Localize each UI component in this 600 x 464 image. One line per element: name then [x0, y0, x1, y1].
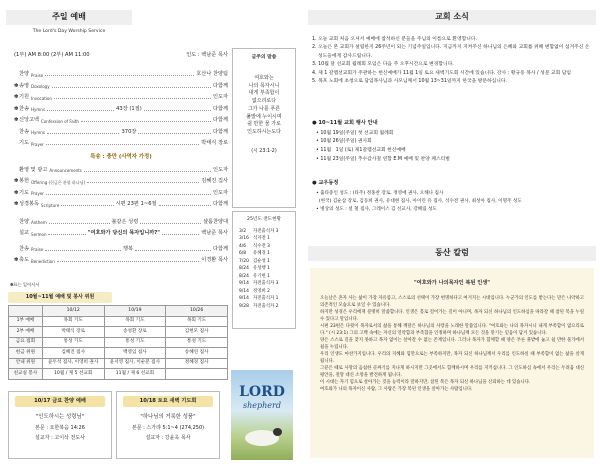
dot-leader — [61, 205, 113, 206]
order-item-person: 호산나 찬양팀 — [196, 71, 228, 77]
evangelism-name: 석자전 1 — [253, 236, 270, 242]
worship-order-row — [14, 106, 228, 113]
worship-order-row — [14, 230, 228, 237]
weekly-verse-box — [232, 48, 296, 208]
order-item-ko: 찬송 — [19, 105, 30, 112]
notice-list — [312, 190, 594, 215]
evangelism-date: 9/28 — [239, 303, 249, 309]
stand-mark: ✽ — [14, 189, 19, 196]
column-title: 동산 칼럼 — [435, 248, 469, 257]
order-item-person: 인도자 — [212, 94, 228, 100]
column-paragraph: 우리 인생도 마찬가지입니다. 우리의 지혜와 힘만으로는 부족하지만, 목자 되신 하나님께서 우리를 인도하실 때 부족함이 없는 삶을 살게 됩니다. — [320, 351, 584, 364]
worship-order-row — [14, 257, 228, 264]
duty-row — [9, 337, 228, 348]
order-item-en: Scripture — [41, 202, 60, 208]
dot-leader — [144, 110, 211, 111]
evangelism-name: 석수전 3 — [253, 243, 270, 249]
worship-time-row — [14, 52, 228, 59]
dawn-prayer-text: 본문 : 스가랴 5:1~4 (274,250) — [131, 424, 205, 431]
book-cover-image — [231, 370, 293, 460]
schedule-item: • 10월 19일(주일) 첫 선교회 월례회 — [316, 130, 394, 136]
dot-leader — [162, 234, 199, 235]
friday-praise-preacher: 설교자 : 고이삭 전도사 — [35, 435, 85, 441]
evangelism-row — [239, 303, 295, 310]
order-item-ko: 환영 및 광고 — [19, 166, 48, 173]
dawn-prayer-box — [116, 391, 220, 459]
duty-cell: 10월 / 제 5 선교회 — [42, 369, 104, 380]
worship-order-row — [14, 201, 228, 208]
evangelism-row — [239, 265, 295, 272]
schedule-box — [312, 120, 594, 165]
column-paragraph: 양은 스스로 길을 찾지 못하고 목자 없이는 살아갈 수 없는 존재입니다. 그러나 목자가 함께할 때 양은 푸른 풀밭에 눕고 쉴 만한 물가에서 쉼을 누립니다. — [320, 337, 584, 350]
dot-leader — [48, 234, 85, 235]
column-paragraph: 이 시대는 자기 힘으로 살아가는 것을 능력이라 말하지만, 참된 복은 목자 되신 하나님을 신뢰하는 데 있습니다. — [320, 380, 531, 386]
duty-role-cell: 안내 위원 — [9, 358, 43, 369]
duty-header-cell: 10/26 — [166, 306, 228, 317]
dot-leader — [135, 250, 211, 251]
evangelism-row — [239, 273, 295, 280]
schedule-item: • 11월 1일 (토) 제1갈렙선교회 헌신예배 — [316, 148, 406, 154]
evangelism-date: 9/14 — [239, 288, 249, 294]
evangelism-date: 3/2 — [239, 228, 247, 234]
dawn-prayer-title: 10/18 토요 새벽 기도회 — [123, 396, 213, 407]
friday-praise-title: 10/17 금요 찬양 예배 — [15, 396, 105, 407]
duty-row — [9, 327, 228, 338]
order-item-person: 다함께 — [212, 245, 229, 252]
schedule-title-text: 10~11월 교회 행사 안내 — [318, 120, 378, 126]
verse-line: 나의 목자시니 — [248, 82, 280, 89]
duty-table — [8, 305, 228, 380]
duty-role-cell: 헌금 위원 — [9, 348, 43, 359]
worship-subtitle: The Lord's Day Worship Service — [32, 29, 106, 34]
duty-cell: 송성환 장로 — [104, 327, 166, 338]
verse-line: 없으리로다 — [251, 98, 277, 105]
verse-line: 쉴 만한 물 가로 — [247, 121, 281, 128]
dawn-prayer-sermon: "하나님의 거룩한 성품" — [140, 414, 196, 420]
dot-leader — [54, 98, 211, 99]
evangelism-row — [239, 235, 295, 242]
order-item-en: Doxology — [31, 84, 50, 89]
order-item-en: Hymns — [31, 107, 45, 112]
notice-title-text: 교우동정 — [318, 180, 339, 186]
worship-leader: 인도 : 백남준 목사 — [186, 52, 228, 58]
dot-leader — [81, 121, 211, 122]
evangelism-row — [239, 243, 295, 250]
column-paragraph: 여호와가 나의 목자이신 사람, 그 사람은 가장 복된 인생을 살아가는 사람입니다. — [320, 387, 473, 393]
worship-order-row — [14, 219, 228, 226]
order-item-ko: 기원 — [19, 94, 30, 100]
evangelism-date: 8/24 — [239, 266, 249, 272]
verse-line: 그가 나를 푸른 — [247, 105, 281, 112]
dot-leader — [49, 223, 110, 224]
weekly-verse-title: 금주의 말씀 — [251, 55, 277, 60]
duty-title — [8, 292, 112, 303]
worship-order-row — [14, 129, 228, 136]
schedule-title — [312, 120, 594, 127]
worship-time: (1부) AM 8:00 (2부) AM 11:00 — [14, 52, 90, 58]
dot-leader — [140, 223, 201, 224]
duty-header-cell: 10/19 — [104, 306, 166, 317]
news-item: 5. 목포 노회에 초청으로 담임목사님과 사모님께서 10월 13~31일까지 한국을 방문하십니다. — [312, 78, 508, 84]
evangelism-name: 유기현 1 — [253, 273, 270, 279]
dot-leader — [45, 75, 194, 76]
duty-cell: 김현모 집사 — [166, 327, 228, 338]
order-item-person: 다함께 — [212, 128, 229, 135]
dot-leader — [52, 87, 211, 88]
dot-leader — [57, 261, 200, 262]
evangelism-name: 유혜경 1 — [253, 251, 270, 257]
evangelism-box — [232, 211, 296, 329]
worship-order-row — [14, 71, 228, 78]
order-item-ko: 찬송 — [19, 128, 30, 135]
duty-cell: 11월 / 제 6 선교회 — [104, 369, 166, 380]
order-item-en: Benediction — [31, 258, 55, 264]
evangelism-name: 자전출석자 1 — [253, 296, 279, 302]
duty-cell: 백영임 집사 — [104, 348, 166, 359]
column-body — [320, 295, 584, 394]
column-heading: "여호와가 나의목자인 복된 인생" — [414, 280, 490, 286]
news-list — [312, 36, 594, 86]
dot-leader — [87, 182, 199, 183]
order-item-en: Offering (헌금은 관광 하나님) — [31, 179, 86, 185]
duty-cell: 윤두석 집사, 이영희 권사 — [42, 358, 104, 369]
order-item-ko: 기도 — [19, 189, 30, 196]
duty-header-row — [9, 306, 228, 317]
schedule-bullet-icon: ● — [312, 120, 319, 126]
worship-order-row — [14, 178, 228, 185]
order-item-ko: 축도 — [19, 257, 30, 263]
duty-role-cell: 1부 예배 — [9, 316, 43, 327]
duty-role-cell: 2부 예배 — [9, 327, 43, 338]
verse-line: 내게 부족함이 — [248, 90, 280, 97]
order-item-detail: "여호와가 당신의 목자입니까?" — [87, 230, 160, 236]
worship-order-row — [14, 246, 228, 253]
duty-cell — [166, 369, 228, 380]
evangelism-date: 3/16 — [239, 236, 249, 242]
evangelism-date: 9/14 — [239, 296, 249, 302]
order-item-person: 다함께 — [212, 201, 228, 207]
order-item-person: 인도자 — [212, 166, 228, 173]
duty-cell: 목회 기도 — [104, 316, 166, 327]
friday-praise-sermon: "인도하시는 성령님" — [35, 414, 85, 420]
evangelism-name: 자전출석자 3 — [253, 228, 279, 234]
news-item: 2. 오늘은 본 교회가 설립한지 26주년이 되는 기념주일입니다. 지금까지 지켜주신 하나님의 은혜와 교회를 위해 변함없이 섬겨주신 온 성도들에게 감사드립니다. — [312, 45, 590, 59]
worship-order-row — [14, 94, 228, 101]
dot-leader — [46, 144, 199, 145]
evangelism-row — [239, 258, 295, 265]
duty-row — [9, 358, 228, 369]
order-item-detail: 행복 — [123, 245, 134, 252]
news-panel — [300, 0, 600, 464]
order-item-person: 다함께 — [212, 82, 228, 89]
order-item-en: Prayer — [31, 141, 44, 147]
notice-item: (한국) 김순삼 장로, 김동희 권사, 유대현 집사, 아이린 유 집사, 석수전 권사, 최성아 집사, 이명주 성도 — [316, 198, 522, 204]
news-item: 3. 10월 달 선교회 월례회 모임은 다음 주 오후시간으로 변경합니다. — [312, 62, 454, 68]
column-paragraph: 그분은 때로 사망의 음침한 골짜기를 지나게 하시지만 그곳에서도 함께하시며 우리를 지키십니다. 그 인도하심 속에서 우리는 두려움 대신 평안을, 절망 대신 소망을 발견하게 됩니다. — [320, 365, 584, 379]
order-item-ko: 설교 — [19, 230, 30, 236]
order-item-en: Praise — [31, 247, 44, 252]
order-item-person: 샬롬찬양대 — [202, 218, 229, 225]
worship-order-row — [14, 117, 228, 124]
notice-box — [312, 180, 594, 215]
column-paragraph: 하지만 성경은 우리에게 분명히 말씀합니다. 인생은 홀로 걸어가는 길이 아니며, 목자 되신 하나님의 인도하심을 따라갈 때 참된 복을 누릴 수 있다고 말입니다. — [320, 309, 584, 322]
evangelism-date: 6/8 — [239, 251, 247, 257]
schedule-item: • 11월 23일(주일) 추수감사절 연합 E.M 예배 및 찬양 페스티벌 — [316, 157, 450, 163]
worship-order-row — [14, 140, 228, 147]
dot-leader — [45, 250, 121, 251]
friday-praise-box — [8, 391, 112, 459]
order-item-person: 백남준 목사 — [201, 230, 228, 236]
order-item-en: Praise — [31, 72, 44, 78]
evangelism-date: 7/20 — [239, 258, 249, 264]
stand-note: ✽표는 일어서서 — [10, 282, 40, 287]
order-item-person: 인도자 — [212, 189, 228, 196]
order-item-detail: 불같은 성령 — [111, 218, 139, 225]
order-item-ko: 성경봉독 — [19, 201, 40, 207]
order-item-person: 다함께 — [212, 117, 228, 123]
duty-cell: 박태식 장로 — [42, 327, 104, 338]
stand-mark: ✽ — [14, 82, 19, 89]
column-paragraph: 오늘날은 혼자 사는 삶이 가장 자유롭고, 스스로의 선택이 가장 현명하다고 여겨지는 시대입니다. 누군가의 인도를 받는다는 말은 나약하고 의존적인 모습으로 보일 수 있습니다. — [320, 295, 584, 308]
duty-cell: 목회 기도 — [42, 316, 104, 327]
dot-leader — [47, 110, 114, 111]
order-item-en: Sermon — [31, 231, 47, 237]
evangelism-date: 9/14 — [239, 281, 249, 287]
news-title: 교회 소식 — [435, 12, 469, 21]
stand-mark: ✽ — [14, 105, 19, 112]
order-item-detail: 43장 (1절) — [116, 105, 142, 112]
evangelism-name: 자전출석자 3 — [253, 281, 279, 287]
order-item-ko: 송영 — [19, 82, 30, 89]
order-item-person: 박태식 장로 — [201, 140, 228, 146]
duty-cell: 목회 기도 — [166, 316, 228, 327]
duty-cell: 정혜경 집사 — [166, 358, 228, 369]
worship-order-row — [14, 190, 228, 197]
weekly-verse-text — [233, 75, 295, 137]
duty-cell: 통성 기도 — [104, 337, 166, 348]
book-cover-title: LORD — [239, 384, 285, 400]
evangelism-row — [239, 280, 295, 287]
order-item-person: 이경환 목사 — [201, 257, 228, 263]
stand-mark: ✽ — [14, 178, 19, 184]
order-item-en: Prayer — [31, 191, 44, 196]
order-item-ko: 봉헌 — [19, 178, 30, 184]
duty-title-text: 10월~11월 예배 및 봉사 위원 — [25, 294, 95, 300]
evangelism-name: 정영희 2 — [253, 288, 270, 294]
evangelism-list — [233, 228, 295, 310]
duty-role-cell: 친교실 봉사 — [9, 369, 43, 380]
order-item-en: Invocation — [31, 95, 52, 101]
evangelism-name: 자전출석자 2 — [253, 303, 279, 309]
order-item-ko: 찬양 — [19, 71, 30, 77]
notice-item: • 병상의 성도 : 설 철 집사, 그레이스 김 선교사, 강혜림 성도 — [316, 207, 437, 213]
stand-mark: ✽ — [14, 117, 19, 123]
evangelism-row — [239, 295, 295, 302]
dot-leader — [159, 205, 211, 206]
stand-mark: ✽ — [14, 201, 19, 207]
dot-leader — [138, 133, 211, 134]
news-item: 4. 제 1 갈렙선교회가 주관하는 헌신예배가 11월 1일 토요 새벽기도회 시간에 있습니다. 강사 : 황규동 목사 / 성문 교회 담임 — [312, 70, 572, 76]
evangelism-row — [239, 288, 295, 295]
evangelism-row — [239, 228, 295, 235]
duty-role-cell: 금요 집회 — [9, 337, 43, 348]
duty-header-cell: 10/12 — [42, 306, 104, 317]
schedule-item: • 10월 26일(주일) 권사회 — [316, 139, 372, 145]
order-item-detail: 370장 — [121, 128, 137, 135]
duty-cell: 윤서영 집사, 이순분 집사 — [104, 358, 166, 369]
duty-row — [9, 316, 228, 327]
notice-item: • 출타중인 성도 : (타주) 정홍찬 장로, 정영애 권사, 오해나 집사 — [316, 190, 444, 196]
stand-mark: ✽ — [14, 94, 19, 100]
news-item: 1. 오늘 교회 처음 오셔서 예배에 참석하신 분들을 주님의 이름으로 환영합니다. — [312, 37, 477, 42]
order-item-ko: 찬송 — [19, 245, 30, 252]
order-item-en: Announcements — [49, 168, 82, 173]
verse-line: 여호와는 — [254, 74, 274, 81]
schedule-list — [312, 130, 594, 165]
book-cover-subtitle: shepherd — [243, 401, 281, 410]
order-item-ko: 기도 — [19, 140, 30, 146]
evangelism-name: 김순성 1 — [253, 258, 270, 264]
notice-bullet-icon: ● — [312, 180, 319, 186]
evangelism-date: 4/6 — [239, 243, 247, 249]
order-item-detail: 시편 23편 1~6절 — [115, 201, 157, 207]
order-item-ko: 찬양 — [19, 218, 30, 225]
notice-title — [312, 180, 594, 187]
verse-line: 인도하시는도다 — [247, 129, 281, 136]
weekly-verse-ref: (시 23:1-2) — [251, 148, 277, 154]
evangelism-row — [239, 250, 295, 257]
column-box — [310, 268, 594, 458]
dawn-prayer-preacher: 설교자 : 강윤욱 목사 — [145, 435, 191, 441]
evangelism-name: 유성행 1 — [253, 266, 270, 272]
duty-row — [9, 348, 228, 359]
worship-order-row — [14, 83, 228, 90]
evangelism-date: 8/24 — [239, 273, 249, 279]
duty-cell: 송혜연 집사 — [166, 348, 228, 359]
evangelism-title: 25년도 전도현황 — [247, 217, 281, 222]
order-item-ko: 신앙고백 — [19, 117, 40, 123]
dot-leader — [46, 194, 211, 195]
duty-cell: 통성 기도 — [42, 337, 104, 348]
order-item-en: Confession of Faith — [41, 118, 79, 124]
duty-cell: 통성 기도 — [166, 337, 228, 348]
stand-mark: ✽ — [14, 257, 19, 263]
order-item-person: 김혜진 집사 — [201, 178, 228, 184]
order-item-en: Anthem — [31, 220, 47, 225]
friday-praise-text: 본문 : 요한복음 14:26 — [35, 424, 85, 431]
dot-leader — [84, 171, 211, 172]
duty-row — [9, 369, 228, 380]
column-paragraph: 시편 23편은 다윗이 목자로서의 삶을 통해 깨달은 하나님의 사랑을 노래한 말씀입니다. "여호와는 나의 목자시니 내게 부족함이 없으리로다." (시 23:1) 그의 고백 속에는 자신의 연약함과 부족함을 인정하며 하나님께 모든 것을 맡기는 믿음이 담겨 있습니다. — [320, 323, 584, 336]
worship-title: 주일 예배 — [52, 12, 86, 21]
duty-header-cell — [9, 306, 43, 317]
order-item-en: Hymns — [31, 130, 45, 135]
duty-cell: 김혜진 집사 — [42, 348, 104, 359]
order-item-person: 다함께 — [212, 105, 228, 112]
sheep-head-illustration — [273, 428, 282, 436]
dot-leader — [47, 133, 120, 134]
worship-order-row — [14, 167, 228, 174]
verse-line: 풀밭에 누이시며 — [246, 113, 282, 120]
special-song: 특송 : 충만 (사역자 가정) — [90, 153, 152, 160]
